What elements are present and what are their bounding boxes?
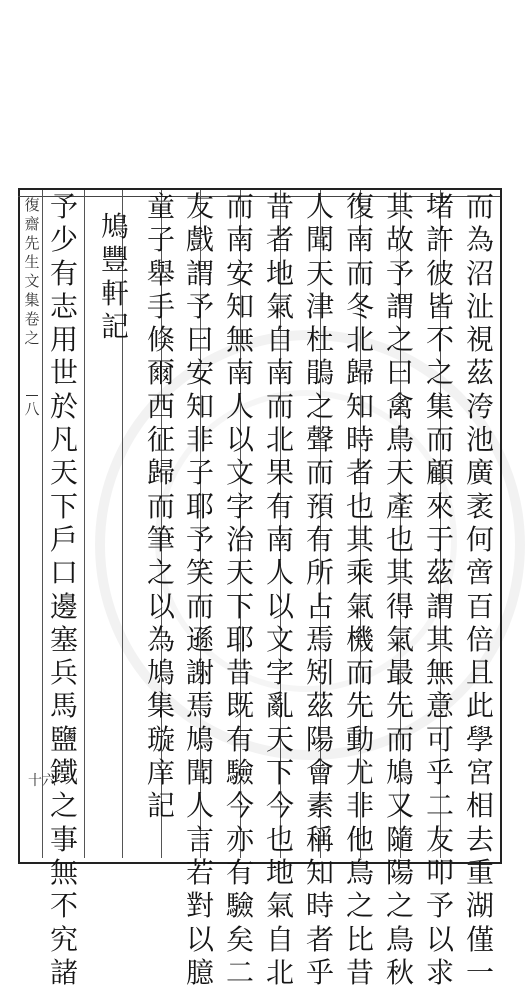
- glyph: 以: [265, 589, 294, 623]
- glyph: 聲: [305, 423, 334, 457]
- glyph: 笑: [185, 556, 214, 590]
- glyph: 非: [345, 789, 374, 823]
- glyph: 津: [305, 289, 334, 323]
- glyph: 戲: [185, 223, 214, 257]
- margin-glyph: 文: [24, 272, 40, 290]
- glyph: 茲: [305, 689, 334, 723]
- glyph: 意: [425, 689, 454, 723]
- glyph: 舉: [146, 256, 175, 290]
- glyph: 子: [185, 456, 214, 490]
- glyph: 西: [146, 389, 175, 423]
- text-column-9: [141, 190, 181, 856]
- glyph: 予: [185, 522, 214, 556]
- glyph: 鵑: [305, 356, 334, 390]
- glyph: 者: [265, 223, 294, 257]
- glyph: 今: [265, 789, 294, 823]
- margin-glyph: 卷: [24, 310, 40, 328]
- glyph: 手: [146, 289, 175, 323]
- glyph: 南: [225, 223, 254, 257]
- glyph: 馬: [49, 689, 78, 723]
- glyph: 有: [225, 855, 254, 889]
- glyph: 求: [425, 955, 454, 989]
- glyph: 征: [146, 423, 175, 457]
- glyph: 鹽: [49, 722, 78, 756]
- text-column-1: [460, 190, 500, 989]
- glyph: 不: [49, 889, 78, 923]
- glyph: 友: [425, 822, 454, 856]
- glyph: 之: [146, 556, 175, 590]
- glyph: 謝: [185, 656, 214, 690]
- glyph: 遜: [185, 622, 214, 656]
- text-column-7: [220, 190, 260, 989]
- glyph: 安: [185, 356, 214, 390]
- glyph: 之: [49, 789, 78, 823]
- glyph: 北: [265, 423, 294, 457]
- glyph: 得: [385, 589, 414, 623]
- glyph: 之: [345, 889, 374, 923]
- glyph: 所: [305, 556, 334, 590]
- glyph: 冬: [345, 289, 374, 323]
- glyph: 下: [49, 489, 78, 523]
- glyph: 亦: [225, 822, 254, 856]
- glyph: 邊: [49, 589, 78, 623]
- glyph: 非: [185, 423, 214, 457]
- glyph: 相: [465, 789, 494, 823]
- glyph: 予: [425, 889, 454, 923]
- glyph: 戶: [49, 522, 78, 556]
- glyph: 且: [465, 656, 494, 690]
- text-column-3: [380, 190, 420, 989]
- text-column-6: [260, 190, 300, 989]
- glyph: 既: [225, 689, 254, 723]
- glyph: 氣: [385, 622, 414, 656]
- glyph: 凡: [49, 423, 78, 457]
- glyph: 其: [425, 622, 454, 656]
- glyph: 而: [385, 722, 414, 756]
- glyph: 陽: [385, 855, 414, 889]
- glyph: 有: [305, 522, 334, 556]
- page-number: 十六: [28, 773, 56, 789]
- glyph: 池: [465, 423, 494, 457]
- glyph: 世: [49, 356, 78, 390]
- glyph: 來: [425, 489, 454, 523]
- glyph: 今: [225, 789, 254, 823]
- glyph: 廣: [465, 456, 494, 490]
- glyph: 為: [146, 622, 175, 656]
- glyph: 倏: [146, 323, 175, 357]
- fish-tail-mark: [26, 395, 38, 396]
- glyph: 他: [345, 822, 374, 856]
- glyph: 而: [185, 589, 214, 623]
- glyph: 秋: [385, 955, 414, 989]
- glyph: 鳩: [185, 722, 214, 756]
- glyph: 杜: [305, 323, 334, 357]
- glyph: 南: [225, 356, 254, 390]
- glyph: 知: [225, 289, 254, 323]
- glyph: 無: [49, 855, 78, 889]
- glyph: 而: [305, 456, 334, 490]
- glyph: 予: [185, 289, 214, 323]
- glyph: 而: [146, 489, 175, 523]
- column-divider: [84, 190, 85, 858]
- section-heading: [100, 190, 130, 876]
- glyph: 先: [345, 689, 374, 723]
- glyph: 耶: [225, 622, 254, 656]
- glyph: 有: [265, 489, 294, 523]
- glyph: 地: [265, 256, 294, 290]
- glyph: 鳩: [100, 210, 129, 243]
- glyph: 彼: [425, 256, 454, 290]
- glyph: 于: [425, 522, 454, 556]
- glyph: 重: [465, 855, 494, 889]
- glyph: 乎: [425, 756, 454, 790]
- volume-mark: [24, 400, 40, 419]
- glyph: 文: [225, 456, 254, 490]
- glyph: 也: [385, 522, 414, 556]
- glyph: 曰: [185, 323, 214, 357]
- glyph: 爾: [146, 356, 175, 390]
- glyph: 究: [49, 922, 78, 956]
- glyph: 素: [305, 789, 334, 823]
- glyph: 沼: [465, 256, 494, 290]
- glyph: 聞: [305, 223, 334, 257]
- text-column-11: [44, 190, 84, 989]
- glyph: 沚: [465, 289, 494, 323]
- glyph: 鳥: [345, 855, 374, 889]
- glyph: 子: [146, 223, 175, 257]
- glyph: 以: [225, 423, 254, 457]
- glyph: 南: [265, 356, 294, 390]
- glyph: 動: [345, 722, 374, 756]
- glyph: 人: [185, 789, 214, 823]
- glyph: 無: [225, 323, 254, 357]
- glyph: 之: [425, 356, 454, 390]
- glyph: 下: [225, 589, 254, 623]
- glyph: 以: [146, 589, 175, 623]
- glyph: 湖: [465, 889, 494, 923]
- glyph: 記: [100, 309, 129, 343]
- glyph: 以: [425, 922, 454, 956]
- glyph: 者: [305, 922, 334, 956]
- glyph: 而: [345, 256, 374, 290]
- glyph: 禽: [385, 389, 414, 423]
- glyph: 視: [465, 323, 494, 357]
- column-divider: [42, 190, 43, 858]
- margin-glyph: 齋: [24, 215, 40, 233]
- glyph: 謂: [385, 289, 414, 323]
- glyph: 予: [385, 256, 414, 290]
- glyph: 也: [345, 489, 374, 523]
- glyph: 氣: [265, 289, 294, 323]
- glyph: 會: [305, 756, 334, 790]
- glyph: 以: [185, 922, 214, 956]
- glyph: 驗: [225, 889, 254, 923]
- glyph: 聞: [185, 756, 214, 790]
- glyph: 自: [265, 323, 294, 357]
- glyph: 鳥: [385, 423, 414, 457]
- glyph: 諸: [49, 955, 78, 989]
- glyph: 時: [305, 889, 334, 923]
- glyph: 鳩: [385, 756, 414, 790]
- glyph: 文: [265, 622, 294, 656]
- glyph: 南: [265, 522, 294, 556]
- glyph: 時: [345, 423, 374, 457]
- glyph: 之: [385, 889, 414, 923]
- glyph: 又: [385, 789, 414, 823]
- glyph: 果: [265, 456, 294, 490]
- glyph: 其: [385, 190, 414, 223]
- glyph: 知: [345, 389, 374, 423]
- glyph: 學: [465, 722, 494, 756]
- glyph: 鳩: [146, 656, 175, 690]
- glyph: 二: [425, 789, 454, 823]
- glyph: 而: [465, 190, 494, 223]
- glyph: 產: [385, 489, 414, 523]
- glyph: 治: [225, 522, 254, 556]
- glyph: 天: [305, 256, 334, 290]
- glyph: 曰: [385, 356, 414, 390]
- glyph: 不: [425, 323, 454, 357]
- glyph: 可: [425, 722, 454, 756]
- glyph: 堵: [425, 190, 454, 223]
- glyph: 百: [465, 589, 494, 623]
- text-column-8: [180, 190, 220, 989]
- glyph: 稱: [305, 822, 334, 856]
- glyph: 茲: [425, 556, 454, 590]
- glyph: 字: [265, 656, 294, 690]
- glyph: 叩: [425, 855, 454, 889]
- glyph: 而: [225, 190, 254, 223]
- glyph: 人: [265, 556, 294, 590]
- glyph: 矧: [305, 656, 334, 690]
- glyph: 陽: [305, 722, 334, 756]
- glyph: 有: [49, 256, 78, 290]
- glyph: 知: [185, 389, 214, 423]
- glyph: 僅: [465, 922, 494, 956]
- glyph: 塞: [49, 622, 78, 656]
- glyph: 倍: [465, 622, 494, 656]
- glyph: 筆: [146, 522, 175, 556]
- glyph: 耶: [185, 489, 214, 523]
- glyph: 復: [345, 190, 374, 223]
- glyph: 二: [225, 955, 254, 989]
- glyph: 機: [345, 622, 374, 656]
- glyph: 一: [465, 955, 494, 989]
- glyph: 而: [345, 656, 374, 690]
- glyph: 璇: [146, 722, 175, 756]
- glyph: 洿: [465, 389, 494, 423]
- glyph: 友: [185, 190, 214, 223]
- glyph: 其: [385, 556, 414, 590]
- glyph: 占: [305, 589, 334, 623]
- glyph: 鐵: [49, 756, 78, 790]
- glyph: 有: [225, 722, 254, 756]
- glyph: 歸: [146, 456, 175, 490]
- glyph: 何: [465, 522, 494, 556]
- glyph: 南: [345, 223, 374, 257]
- glyph: 之: [305, 389, 334, 423]
- glyph: 北: [265, 955, 294, 989]
- glyph: 無: [425, 656, 454, 690]
- glyph: 志: [49, 289, 78, 323]
- glyph: 啻: [465, 556, 494, 590]
- glyph: 袤: [465, 489, 494, 523]
- glyph: 言: [185, 822, 214, 856]
- margin-glyph: 復: [24, 196, 40, 214]
- glyph: 者: [345, 456, 374, 490]
- glyph: 比: [345, 922, 374, 956]
- margin-glyph: 先: [24, 234, 40, 252]
- glyph: 氣: [265, 889, 294, 923]
- glyph: 矣: [225, 922, 254, 956]
- glyph: 昔: [265, 190, 294, 223]
- glyph: 尤: [345, 756, 374, 790]
- glyph: 歸: [345, 356, 374, 390]
- glyph: 兵: [49, 656, 78, 690]
- margin-glyph: 八: [24, 400, 40, 418]
- margin-glyph: 生: [24, 253, 40, 271]
- glyph: 其: [345, 522, 374, 556]
- glyph: 童: [146, 190, 175, 223]
- glyph: 此: [465, 689, 494, 723]
- glyph: 鳥: [385, 922, 414, 956]
- glyph: 予: [49, 190, 78, 223]
- glyph: 許: [425, 223, 454, 257]
- glyph: 天: [225, 556, 254, 590]
- text-column-2: [420, 190, 460, 989]
- glyph: 用: [49, 323, 78, 357]
- glyph: 顧: [425, 456, 454, 490]
- glyph: 乎: [305, 955, 334, 989]
- margin-glyph: 之: [24, 329, 40, 347]
- glyph: 昔: [225, 656, 254, 690]
- glyph: 氣: [345, 589, 374, 623]
- glyph: 字: [225, 489, 254, 523]
- glyph: 北: [345, 323, 374, 357]
- glyph: 皆: [425, 289, 454, 323]
- glyph: 口: [49, 556, 78, 590]
- glyph: 之: [385, 323, 414, 357]
- glyph: 天: [385, 456, 414, 490]
- glyph: 自: [265, 922, 294, 956]
- glyph: 為: [465, 223, 494, 257]
- glyph: 先: [385, 689, 414, 723]
- glyph: 而: [265, 389, 294, 423]
- glyph: 對: [185, 889, 214, 923]
- glyph: 焉: [305, 622, 334, 656]
- glyph: 集: [146, 689, 175, 723]
- glyph: 少: [49, 223, 78, 257]
- glyph: 若: [185, 855, 214, 889]
- glyph: 故: [385, 223, 414, 257]
- glyph: 天: [265, 722, 294, 756]
- glyph: 地: [265, 855, 294, 889]
- glyph: 軒: [100, 276, 129, 310]
- margin-glyph: 集: [24, 291, 40, 309]
- glyph: 人: [305, 190, 334, 223]
- glyph: 記: [146, 789, 175, 823]
- glyph: 於: [49, 389, 78, 423]
- text-column-4: [340, 190, 380, 989]
- glyph: 庠: [146, 756, 175, 790]
- glyph: 亂: [265, 689, 294, 723]
- glyph: 焉: [185, 689, 214, 723]
- glyph: 豐: [100, 243, 129, 277]
- glyph: 臆: [185, 955, 214, 989]
- glyph: 下: [265, 756, 294, 790]
- glyph: 知: [305, 855, 334, 889]
- glyph: 最: [385, 656, 414, 690]
- glyph: 去: [465, 822, 494, 856]
- glyph: 謂: [185, 256, 214, 290]
- text-column-5: [300, 190, 340, 989]
- glyph: 而: [425, 423, 454, 457]
- glyph: 昔: [345, 955, 374, 989]
- glyph: 也: [265, 822, 294, 856]
- glyph: 乘: [345, 556, 374, 590]
- glyph: 宮: [465, 756, 494, 790]
- glyph: 謂: [425, 589, 454, 623]
- glyph: 事: [49, 822, 78, 856]
- glyph: 驗: [225, 756, 254, 790]
- margin-title: [24, 196, 40, 348]
- glyph: 預: [305, 489, 334, 523]
- glyph: 天: [49, 456, 78, 490]
- glyph: 人: [225, 389, 254, 423]
- glyph: 隨: [385, 822, 414, 856]
- glyph: 集: [425, 389, 454, 423]
- glyph: 茲: [465, 356, 494, 390]
- glyph: 安: [225, 256, 254, 290]
